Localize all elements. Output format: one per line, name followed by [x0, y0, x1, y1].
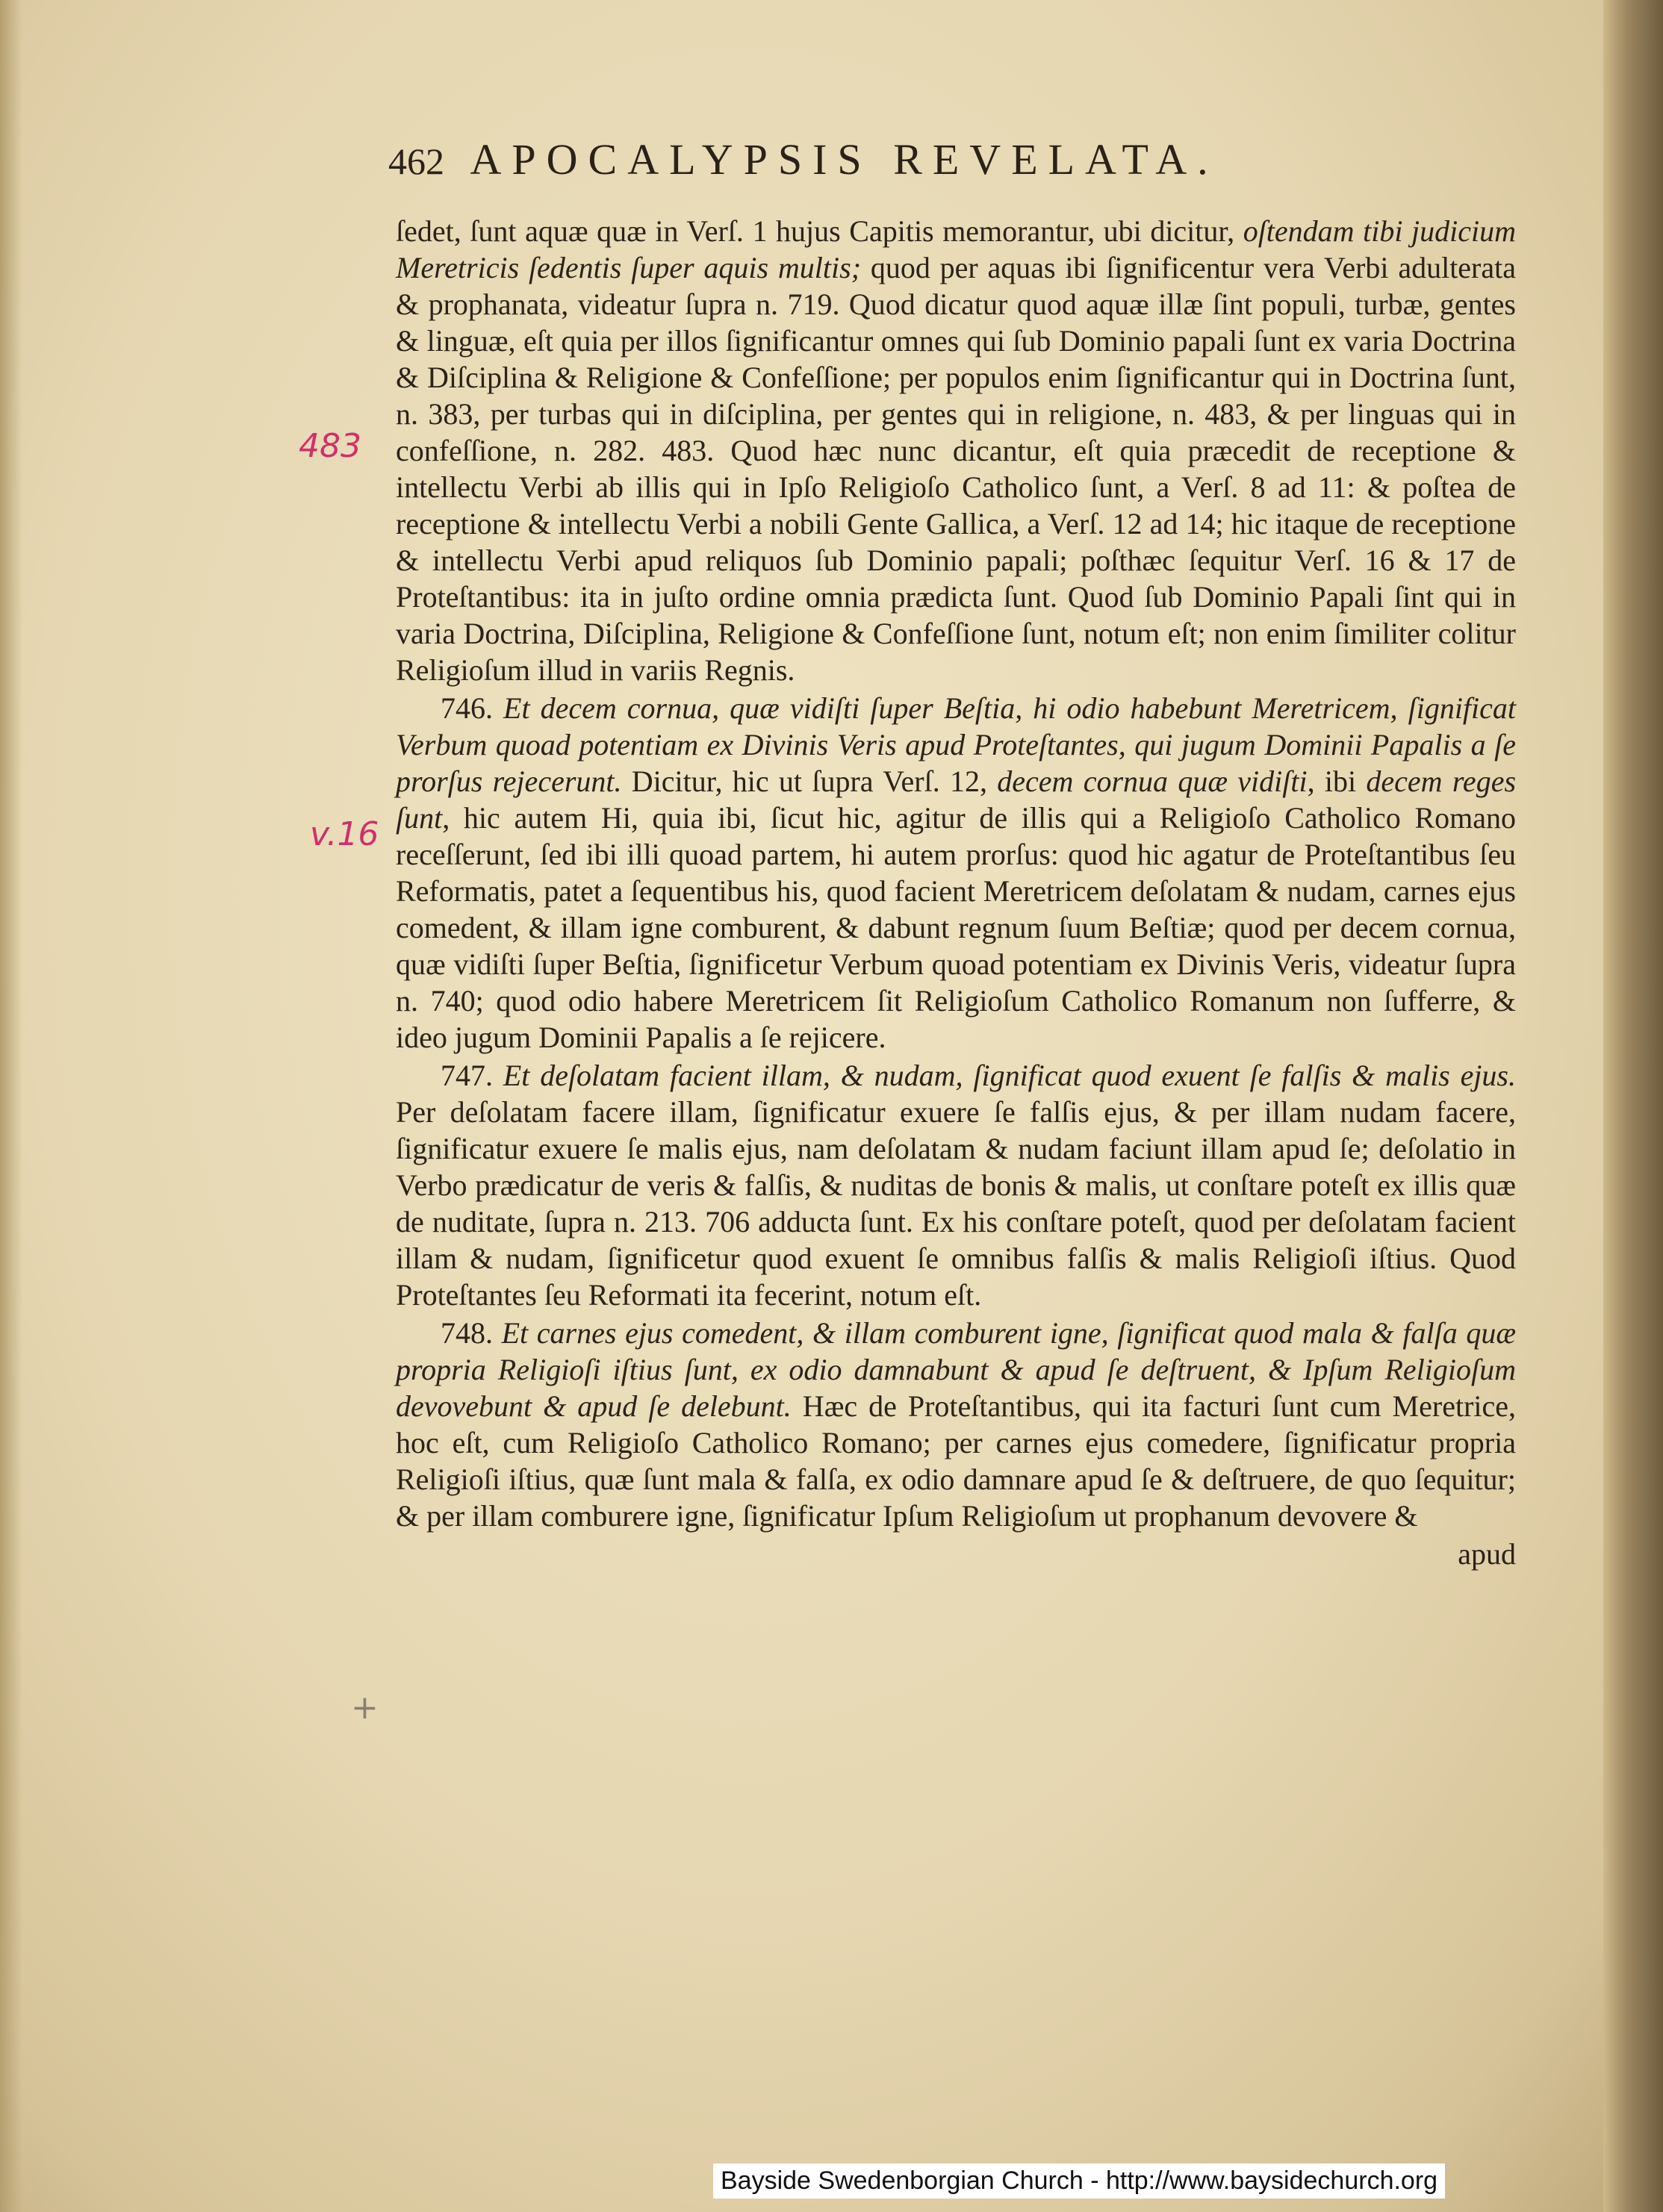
margin-note-483: 483 [299, 427, 361, 465]
paragraph-746: 746. Et decem cornua, quæ vidiſti ſuper Beſtia, hi odio habebunt Meretricem, ſignificat Verbum quoad potentiam ex Divinis Veris apud Proteſtantes, qui jugum Dominii Papalis a ſe prorſus rejecerunt. Dicitur, hic ut ſupra Verſ. 12, decem cornua quæ vidiſti, ibi decem reges ſunt, hic autem Hi, quia ibi, ſicut hic, agitur de illis qui a Religioſo Catholico Romano receſſerunt, ſed ibi illi quoad partem, hi autem prorſus: quod hic agatur de Proteſtantibus ſeu Reformatis, patet a ſequentibus his, quod facient Meretricem deſolatam & nudam, carnes ejus comedent, & illam igne comburent, & dabunt regnum ſuum Beſtiæ; quod per decem cornua, quæ vidiſti ſuper Beſtia, ſignificetur Verbum quoad potentiam ex Divinis Veris, videatur ſupra n. 740; quod odio habere Meretricem ſit Religioſum Catholico Romanum non ſufferre, & ideo jugum Dominii Papalis a ſe rejicere. [396, 691, 1517, 1054]
page-number: 462 [388, 140, 444, 182]
pencil-mark: + [351, 1689, 379, 1727]
paragraph-continued: ſedet, ſunt aquæ quæ in Verſ. 1 hujus Capitis memorantur, ubi dicitur, oſtendam tibi judicium Meretricis ſedentis ſuper aquis multis; quod per aquas ibi ſignificentur vera Verbi adulterata & prophanata, videatur ſupra n. 719. Quod dicatur quod aquæ illæ ſint populi, turbæ, gentes & linguæ, eſt quia per illos ſignificantur omnes qui ſub Dominio papali ſunt ex varia Doctrina & Diſciplina & Religione & Confeſſione; per populos enim ſignificantur qui in Doctrina ſunt, n. 383, per turbas qui in diſciplina, per gentes qui in religione, n. 483, & per linguas qui in confeſſione, n. 282. 483. Quod hæc nunc dicantur, eſt quia præcedit de receptione & intellectu Verbi ab illis qui in Ipſo Religioſo Catholico ſunt, a Verſ. 8 ad 11: & poſtea de receptione & intellectu Verbi a nobili Gente Gallica, a Verſ. 12 ad 14; hic itaque de receptione & intellectu Verbi apud reliquos ſub Dominio papali; poſthæc ſequitur Verſ. 16 & 17 de Proteſtantibus: ita in juſto ordine omnia prædicta ſunt. Quod ſub Dominio Papali ſint qui in varia Doctrina, Diſciplina, Religione & Confeſſione ſunt, notum eſt; non enim ſimiliter colitur Religioſum illud in variis Regnis. [396, 214, 1516, 687]
paragraph-748: 748. Et carnes ejus comedent, & illam comburent igne, ſignificat quod mala & falſa quæ propria Religioſi iſtius ſunt, ex odio damnabunt & apud ſe deſtruent, & Ipſum Religioſum devovebunt & apud ſe delebunt. Hæc de Proteſtantibus, qui ita facturi ſunt cum Meretrice, hoc eſt, cum Religioſo Catholico Romano; per carnes ejus comedere, ſignificatur propria Religioſi iſtius, quæ ſunt mala & falſa, ex odio damnare apud ſe & deſtruere, de quo ſequitur; & per illam comburere igne, ſignificatur Ipſum Religioſum ut prophanum devovere & [396, 1316, 1517, 1533]
page-left-shadow [0, 0, 22, 2212]
catchword: apud [1458, 1537, 1516, 1571]
page-gutter-shadow [1603, 0, 1663, 2212]
footer-credit: Bayside Swedenborgian Church - http://www.baysidechurch.org [713, 2163, 1445, 2199]
margin-note-verse: v.16 [310, 815, 379, 853]
paragraph-747: 747. Et deſolatam facient illam, & nudam, ſignificat quod exuent ſe falſis & malis ejus. Per deſolatam facere illam, ſignificatur exuere ſe falſis ejus, & per illam nudam facere, ſignificatur exuere ſe malis ejus, nam deſolatam & nudam faciunt illam apud ſe; deſolatio in Verbo prædicatur de veris & falſis, & nuditas de bonis & malis, ut conſtare poteſt ex illis quæ de nuditate, ſupra n. 213. 706 adducta ſunt. Ex his conſtare poteſt, quod per deſolatam facient illam & nudam, ſignificetur quod exuent ſe omnibus falſis & malis Religioſi iſtius. Quod Proteſtantes ſeu Reformati ita fecerint, notum eſt. [396, 1059, 1517, 1312]
paragraph-number: 747. [441, 1059, 503, 1092]
paragraph-number: 746. [441, 691, 504, 725]
page-body [396, 213, 1516, 1574]
running-title: APOCALYPSIS REVELATA. [470, 135, 1219, 184]
paragraph-number: 748. [441, 1316, 502, 1350]
running-head [388, 134, 1523, 184]
